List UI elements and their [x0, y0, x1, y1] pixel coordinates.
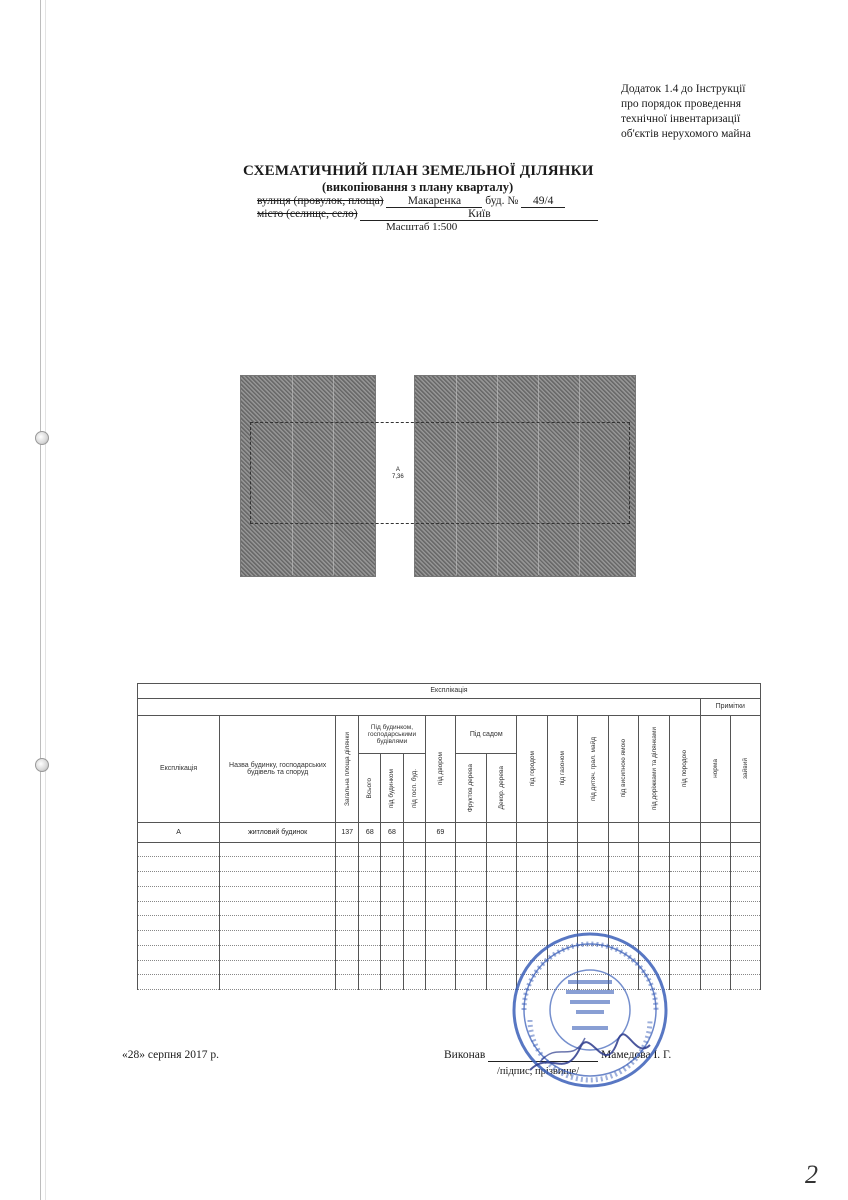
empty-row: [138, 842, 761, 857]
col-yard-header: під двором: [436, 752, 444, 786]
street-label: вулиця (провулок, площа): [257, 195, 384, 207]
group-garden-header: Під садом: [456, 715, 517, 754]
col-fruit-header: Фруктов дерева: [467, 764, 475, 813]
executor-label: Виконав: [444, 1049, 486, 1061]
cell-under-total: 68: [359, 822, 381, 842]
punch-hole: [35, 431, 49, 445]
building-label: [392, 467, 404, 481]
group-buildings-header: Під будинком, господарськими будівлями: [359, 715, 425, 754]
col-kids-header: під дитяч. грал. майд: [589, 736, 597, 801]
punch-hole: [35, 758, 49, 772]
notes-header: Примітки: [700, 698, 760, 715]
scale-label: Масштаб 1:500: [386, 221, 458, 233]
appendix-line: об'єктів нерухомого майна: [621, 128, 751, 140]
cell-yard: 69: [425, 822, 456, 842]
col-under-b-header: під будинком: [388, 768, 396, 808]
building-outline: [250, 422, 630, 524]
empty-row: [138, 916, 761, 931]
col-vegetable-header: під городом: [528, 750, 536, 787]
site-plan: [240, 375, 636, 575]
col-exploc-header: Експлікація: [138, 715, 220, 822]
street-line: [257, 195, 565, 208]
table-row: [138, 822, 761, 842]
footer-date: «28» серпня 2017 р.: [122, 1049, 219, 1061]
col-decor-header: Декор. дерева: [498, 766, 505, 810]
cell-total: 137: [336, 822, 359, 842]
official-stamp: [510, 930, 670, 1090]
street-value: Макаренка: [386, 195, 482, 208]
cell-name: житловий будинок: [220, 822, 336, 842]
cell-empty: [403, 822, 425, 842]
table-header-spacer: [138, 698, 701, 715]
cell-under-building: 68: [381, 822, 403, 842]
appendix-note: [621, 82, 751, 142]
empty-row: [138, 857, 761, 872]
col-total-header: Загальна площа ділянки: [343, 731, 351, 806]
col-roads-header: під доріжками та ділянками: [650, 727, 658, 811]
executor-name: Мамедова І. Г.: [601, 1049, 672, 1061]
col-trees-header: під породою: [681, 750, 689, 788]
building-area: 7,36: [392, 474, 404, 480]
city-value: Київ: [360, 208, 598, 221]
page-number: 2: [805, 1160, 818, 1189]
table-caption: Експлікація: [138, 684, 761, 699]
margin-line-secondary: [45, 0, 46, 1200]
building-letter: А: [395, 467, 400, 473]
building-label: буд. №: [485, 195, 519, 207]
document-subtitle: (викопіювання з плану кварталу): [322, 180, 514, 194]
col-excess-header: зайвий: [742, 758, 750, 780]
col-waste-header: під висипною ямою: [620, 739, 628, 798]
col-name-header: Назва будинку, господарських будівель та споруд: [220, 715, 336, 822]
city-label: місто (селище, село): [257, 208, 358, 220]
col-norm-header: норма: [711, 759, 719, 779]
col-lawn-header: під газоном: [559, 751, 567, 786]
empty-row: [138, 886, 761, 901]
empty-row: [138, 872, 761, 887]
building-value: 49/4: [521, 195, 565, 208]
appendix-line: технічної інвентаризації: [621, 113, 741, 125]
document-title: СХЕМАТИЧНИЙ ПЛАН ЗЕМЕЛЬНОЇ ДІЛЯНКИ: [243, 163, 594, 179]
col-under-farm-header: під госп. буд.: [410, 768, 418, 808]
city-line: [257, 208, 598, 221]
cell-letter: А: [138, 822, 220, 842]
signature-caption: /підпис, прізвище/: [497, 1066, 580, 1077]
appendix-line: про порядок проведення: [621, 98, 742, 110]
empty-row: [138, 901, 761, 916]
margin-line: [40, 0, 41, 1200]
col-total-b-header: Всього: [366, 777, 374, 799]
appendix-line: Додаток 1.4 до Інструкції: [621, 83, 746, 95]
